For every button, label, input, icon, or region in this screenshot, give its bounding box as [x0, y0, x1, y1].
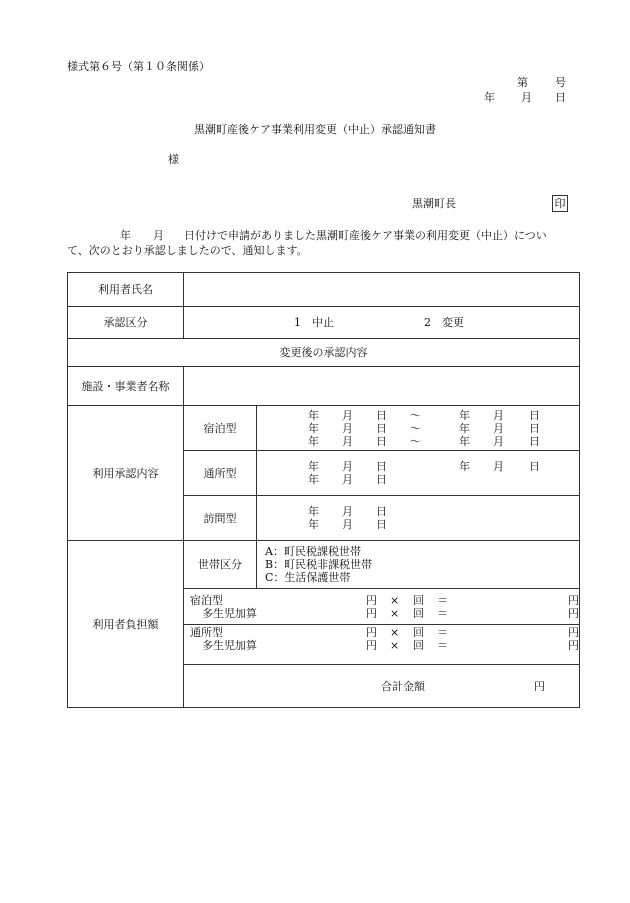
household-b[interactable]: B：町民税非課税世帯 — [265, 558, 373, 571]
date-nen: 年 — [484, 91, 495, 104]
user-burden-label: 利用者負担額 — [68, 541, 184, 708]
stay-multi-birth-label: 多生児加算 — [202, 606, 257, 620]
approval-type-label: 承認区分 — [68, 307, 184, 339]
day-type-dates[interactable]: 年 月 日 年 月 日 年 月 日 — [257, 451, 580, 496]
approval-form-table — [67, 272, 580, 708]
option-cancel[interactable]: 1 中止 — [294, 316, 334, 329]
issuer-name: 黒潮町長 — [412, 197, 456, 210]
day-type-label: 通所型 — [184, 451, 257, 496]
changed-content-header: 変更後の承認内容 — [68, 339, 580, 367]
household-type-label: 世帯区分 — [184, 541, 257, 589]
doc-no-dai: 第 — [517, 76, 528, 89]
visit-type-dates[interactable]: 年 月 日 年 月 日 — [257, 496, 580, 541]
total-row[interactable] — [184, 665, 580, 708]
user-name-field[interactable] — [184, 273, 580, 307]
household-c[interactable]: C：生活保護世帯 — [265, 571, 351, 584]
option-change[interactable]: 2 変更 — [424, 316, 464, 329]
day-multi-birth-label: 多生児加算 — [202, 638, 257, 652]
stay-type-dates[interactable]: 年 月 日 ～ 年 月 日 年 月 日 ～ 年 月 日 年 月 日 ～ 年 月 日 — [257, 406, 580, 451]
date-hi: 日 — [555, 91, 566, 104]
date-tsuki: 月 — [521, 91, 532, 104]
usage-content-label: 利用承認内容 — [68, 406, 184, 541]
body-line1: 日付けで申請がありました黒潮町産後ケア事業の利用変更（中止）につい — [184, 229, 547, 242]
document-title: 黒潮町産後ケア事業利用変更（中止）承認通知書 — [194, 123, 436, 136]
doc-no-go: 号 — [555, 76, 566, 89]
stay-fee-row[interactable]: 宿泊型 円 × 回 ＝ 円 多生児加算 円 × 回 ＝ 円 — [184, 589, 580, 625]
user-name-label: 利用者氏名 — [68, 273, 184, 307]
total-label: 合計金額 — [381, 679, 425, 693]
seal-mark: 印 — [552, 195, 568, 212]
facility-name-label: 施設・事業者名称 — [68, 367, 184, 406]
total-yen: 円 — [534, 679, 545, 693]
day-fee-row[interactable]: 通所型 円 × 回 ＝ 円 多生児加算 円 × 回 ＝ 円 — [184, 625, 580, 665]
household-a[interactable]: A：町民税課税世帯 — [265, 545, 361, 558]
approval-type-options[interactable] — [184, 307, 580, 339]
form-number: 様式第６号（第１０条関係） — [67, 60, 210, 73]
stay-type-label: 宿泊型 — [184, 406, 257, 451]
visit-type-label: 訪問型 — [184, 496, 257, 541]
addressee-suffix: 様 — [168, 153, 179, 166]
body-tsuki: 月 — [153, 229, 164, 242]
facility-name-field[interactable] — [184, 367, 580, 406]
household-options[interactable] — [257, 541, 580, 589]
body-line2: て、次のとおり承認しましたので、通知します。 — [67, 244, 308, 257]
body-nen: 年 — [120, 229, 131, 242]
day-fee-label: 通所型 — [190, 625, 223, 639]
stay-fee-label: 宿泊型 — [190, 593, 223, 607]
